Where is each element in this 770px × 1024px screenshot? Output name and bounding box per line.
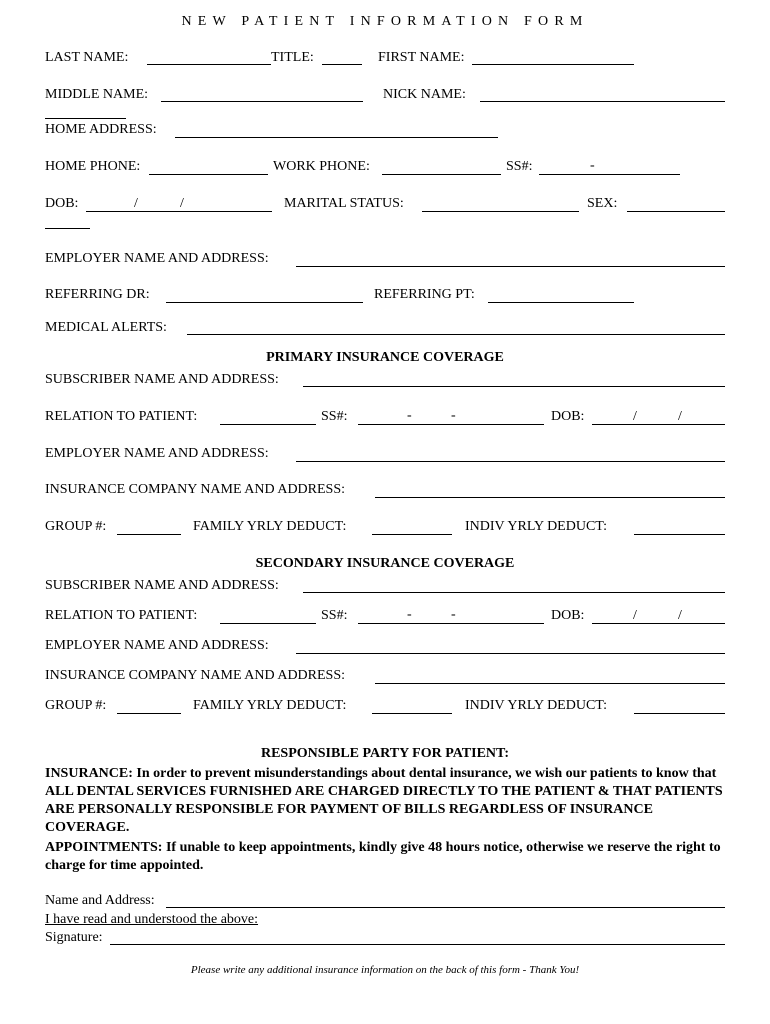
work-phone-field[interactable]	[382, 174, 501, 175]
primary-dob-slash-1: /	[633, 409, 637, 424]
sex-field[interactable]	[627, 211, 725, 212]
home-address-field[interactable]	[175, 137, 498, 138]
work-phone-label: WORK PHONE:	[273, 159, 370, 174]
appointments-notice	[45, 839, 735, 875]
primary-dob-label: DOB:	[551, 409, 585, 424]
secondary-indiv-deduct-field[interactable]	[634, 713, 725, 714]
employer-label: EMPLOYER NAME AND ADDRESS:	[45, 251, 269, 266]
insurance-notice	[45, 765, 735, 837]
sex-label: SEX:	[587, 196, 618, 211]
nick-name-field[interactable]	[480, 101, 725, 102]
primary-insurance-company-field[interactable]	[375, 497, 725, 498]
primary-relation-field[interactable]	[220, 424, 316, 425]
secondary-dob-slash-1: /	[633, 608, 637, 623]
last-name-label: LAST NAME:	[45, 50, 129, 65]
referring-dr-label: REFERRING DR:	[45, 287, 150, 302]
secondary-dob-label: DOB:	[551, 608, 585, 623]
form-title: NEW PATIENT INFORMATION FORM	[181, 14, 589, 29]
responsible-party-heading: RESPONSIBLE PARTY FOR PATIENT:	[260, 746, 510, 761]
medical-alerts-label: MEDICAL ALERTS:	[45, 320, 167, 335]
last-name-field[interactable]	[147, 64, 271, 65]
secondary-subscriber-label: SUBSCRIBER NAME AND ADDRESS:	[45, 578, 279, 593]
title-field[interactable]	[322, 64, 362, 65]
primary-indiv-deduct-label: INDIV YRLY DEDUCT:	[465, 519, 608, 534]
marital-status-label: MARITAL STATUS:	[284, 196, 404, 211]
secondary-ss-label: SS#:	[321, 608, 348, 623]
secondary-group-field[interactable]	[117, 713, 181, 714]
appointments-notice-text: If unable to keep appointments, kindly give 48 hours notice, otherwise we reserve the right to charge for time appointed.	[45, 840, 721, 873]
primary-group-field[interactable]	[117, 534, 181, 535]
primary-family-deduct-field[interactable]	[372, 534, 452, 535]
signature-field[interactable]	[110, 944, 725, 945]
primary-ss-separator-1: -	[407, 408, 412, 423]
name-address-field[interactable]	[166, 907, 725, 908]
secondary-group-label: GROUP #:	[45, 698, 107, 713]
primary-ss-label: SS#:	[321, 409, 348, 424]
secondary-relation-field[interactable]	[220, 623, 316, 624]
secondary-ss-field[interactable]	[358, 623, 544, 624]
referring-dr-field[interactable]	[166, 302, 363, 303]
secondary-employer-field[interactable]	[296, 653, 725, 654]
primary-subscriber-label: SUBSCRIBER NAME AND ADDRESS:	[45, 372, 279, 387]
ss-separator: -	[590, 158, 595, 173]
first-name-field[interactable]	[472, 64, 634, 65]
secondary-family-deduct-field[interactable]	[372, 713, 452, 714]
footer-note: Please write any additional insurance information on the back of this form - Thank You!	[190, 964, 580, 976]
secondary-relation-label: RELATION TO PATIENT:	[45, 608, 198, 623]
primary-ss-field[interactable]	[358, 424, 544, 425]
appointments-notice-label: APPOINTMENTS:	[45, 840, 163, 855]
primary-indiv-deduct-field[interactable]	[634, 534, 725, 535]
secondary-family-deduct-label: FAMILY YRLY DEDUCT:	[193, 698, 347, 713]
dob-label: DOB:	[45, 196, 79, 211]
secondary-employer-label: EMPLOYER NAME AND ADDRESS:	[45, 638, 269, 653]
secondary-insurance-company-field[interactable]	[375, 683, 725, 684]
dob-field[interactable]	[86, 211, 272, 212]
referring-pt-field[interactable]	[488, 302, 634, 303]
primary-insurance-company-label: INSURANCE COMPANY NAME AND ADDRESS:	[45, 482, 346, 497]
secondary-dob-field[interactable]	[592, 623, 725, 624]
name-address-label: Name and Address:	[45, 893, 155, 908]
dob-slash-1: /	[134, 196, 138, 211]
secondary-ss-separator-1: -	[407, 607, 412, 622]
primary-employer-field[interactable]	[296, 461, 725, 462]
primary-ss-separator-2: -	[451, 408, 456, 423]
read-understood-label: I have read and understood the above:	[45, 912, 259, 927]
primary-insurance-heading: PRIMARY INSURANCE COVERAGE	[266, 350, 504, 365]
secondary-dob-slash-2: /	[678, 608, 682, 623]
sex-field-continued[interactable]	[45, 228, 90, 229]
primary-dob-slash-2: /	[678, 409, 682, 424]
primary-relation-label: RELATION TO PATIENT:	[45, 409, 198, 424]
primary-family-deduct-label: FAMILY YRLY DEDUCT:	[193, 519, 347, 534]
referring-pt-label: REFERRING PT:	[374, 287, 475, 302]
first-name-label: FIRST NAME:	[378, 50, 465, 65]
secondary-insurance-heading: SECONDARY INSURANCE COVERAGE	[255, 556, 515, 571]
primary-group-label: GROUP #:	[45, 519, 107, 534]
title-label: TITLE:	[271, 50, 314, 65]
middle-name-field[interactable]	[161, 101, 363, 102]
primary-subscriber-field[interactable]	[303, 386, 725, 387]
signature-label: Signature:	[45, 930, 103, 945]
primary-employer-label: EMPLOYER NAME AND ADDRESS:	[45, 446, 269, 461]
secondary-subscriber-field[interactable]	[303, 592, 725, 593]
home-phone-label: HOME PHONE:	[45, 159, 141, 174]
secondary-indiv-deduct-label: INDIV YRLY DEDUCT:	[465, 698, 608, 713]
insurance-notice-text: In order to prevent misunderstandings about dental insurance, we wish our patients to know that ALL DENTAL SERVICES FURNISHED ARE CHARGED DIRECTLY TO THE PATIENT & THAT PATIENTS ARE PERSONALLY RESPONSIBLE FOR PAYMENT OF BILLS REGARDLESS OF INSURANCE COVERAGE.	[45, 766, 723, 835]
medical-alerts-field[interactable]	[187, 334, 725, 335]
middle-name-label: MIDDLE NAME:	[45, 87, 149, 102]
secondary-ss-separator-2: -	[451, 607, 456, 622]
nick-name-field-continued[interactable]	[45, 118, 126, 119]
marital-status-field[interactable]	[422, 211, 579, 212]
ss-field[interactable]	[539, 174, 680, 175]
home-address-label: HOME ADDRESS:	[45, 122, 157, 137]
ss-label: SS#:	[506, 159, 533, 174]
nick-name-label: NICK NAME:	[383, 87, 466, 102]
primary-dob-field[interactable]	[592, 424, 725, 425]
insurance-notice-label: INSURANCE:	[45, 766, 133, 781]
dob-slash-2: /	[180, 196, 184, 211]
secondary-insurance-company-label: INSURANCE COMPANY NAME AND ADDRESS:	[45, 668, 346, 683]
employer-field[interactable]	[296, 266, 725, 267]
home-phone-field[interactable]	[149, 174, 268, 175]
